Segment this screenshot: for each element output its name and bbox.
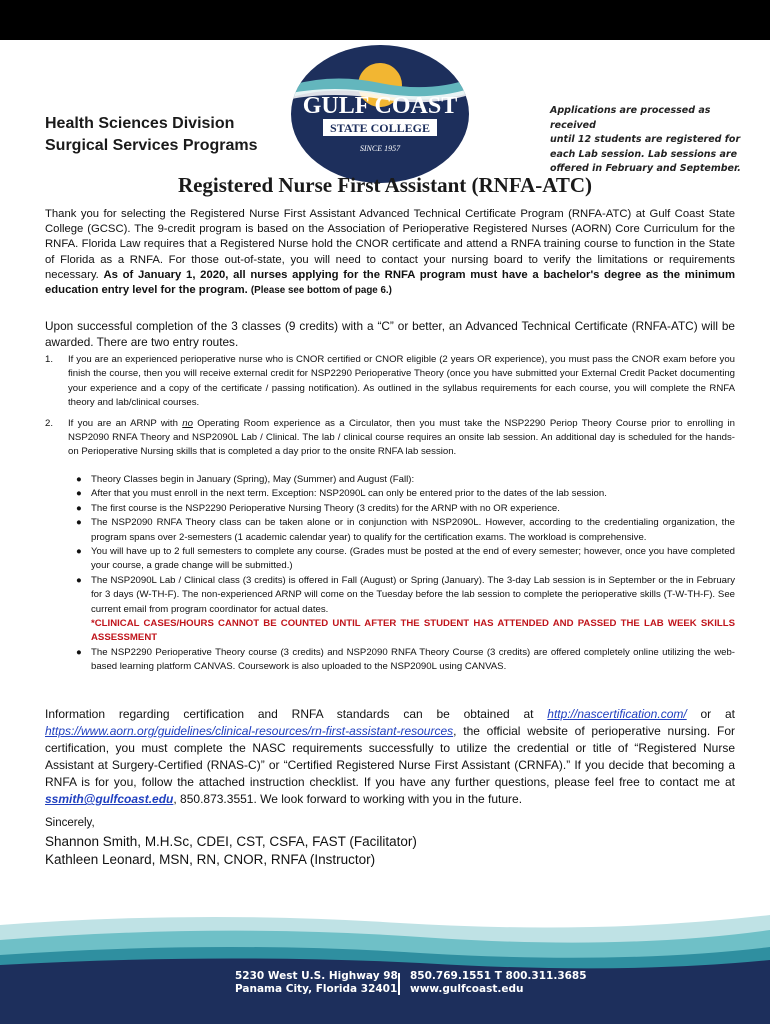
list-item-text: If you are an experienced perioperative nurse who is CNOR certified or CNOR eligible (2 years OR experience), you must pass the CNOR exam before you finish the course, then you will receive external credit for NSP2290 Perioperative Theory (once you have submitted your External Credit Packet documenting your experience and a copy of the certificate / passing notification). As outlined in the syllabus requirements for each course, you will complete the RNFA theory and lab/clinical courses. [68,354,735,409]
signer-name: Shannon Smith, M.H.Sc, CDEI, CST, CSFA, FAST (Facilitator) [45,834,417,849]
list-item-text: After that you must enroll in the next term. Exception: NSP2090L can only be entered prior to the dates of the lab session. [91,488,607,500]
list-item [45,646,735,675]
intro-note: (Please see bottom of page 6.) [250,285,392,297]
intro-paragraph [45,207,735,298]
info-text: , 850.873.3551. We look forward to working with you in the future. [173,792,523,806]
list-number: 1. [45,354,54,365]
info-text: , the official website of perioperative nursing. For certification, you must complete the NASC requirements successfully to utilize the credential or title of “Registered Nurse Assistant at Surgery-Certified (RNAS-C)” or “Certified Registered Nurse First Assistant (CRNFA).” If you decide that becoming a RNFA is for you, follow the attached instruction checklist. If you have any further questions, please feel free to contact me at [45,724,735,789]
bullet-icon: ● [76,474,82,485]
notice-line: offered in February and September. [550,163,741,174]
list-item-text: The NSP2290 Perioperative Theory course (3 credits) and NSP2090 RNFA Theory Course (3 credits) are offered completely online utilizing the web-based learning platform CANVAS. Coursework is also uploaded to the NSP2090L using CANVAS. [91,646,735,673]
footer-contact [410,970,587,996]
info-text: Information regarding certification and RNFA standards can be obtained at [45,707,548,721]
intro-text: Thank you for selecting the Registered Nurse First Assistant Advanced Technical Certificate Program (RNFA-ATC) at Gulf Coast State College (GCSC). The 9-credit program is based on the Association of Perioperative Registered Nurses (AORN) Core Curriculum for the RNFA. Florida Law requires that a Registered Nurse hold the CNOR certificate and attend a RNFA training course to function in the State of Florida as a RNFA. For those out-of-state, you will need to contact your nursing board to verify the limitations or requirements necessary. [45,208,735,281]
bullet-icon: ● [76,574,82,586]
logo-name: GULF COAST [302,93,458,119]
bullet-icon: ● [76,546,82,558]
list-item [45,502,735,516]
logo-subtitle: STATE COLLEGE [330,121,430,135]
list-item-text: The NSP2090 RNFA Theory class can be taken alone or in conjunction with NSP2090L. However, according to the credentialing organization, the program spans over 2-semesters (1 academic calendar year) to qualify for the certification exams. The workload is comprehensive. [91,517,735,543]
notice-line: Applications are processed as received [550,105,711,131]
list-item-text: Theory Classes begin in January (Spring), May (Summer) and August (Fall): [91,474,415,485]
bullet-icon: ● [76,488,82,500]
program-details-list [45,473,735,675]
footer-divider [398,973,400,995]
entry-routes-list [45,353,735,460]
program-name: Surgical Services Programs [45,137,258,154]
address-line: Panama City, Florida 32401 [235,983,398,995]
clinical-warning: *CLINICAL CASES/HOURS CANNOT BE COUNTED UNTIL AFTER THE STUDENT HAS ATTENDED AND PASSED THE LAB WEEK SKILLS ASSESSMENT [91,618,735,644]
certification-paragraph [45,706,735,808]
aorn-link[interactable]: https://www.aorn.org/guidelines/clinical-resources/rn-first-assistant-resources [45,724,454,738]
notice-line: each Lab session. Lab sessions are [550,148,738,160]
bullet-icon: ● [76,502,82,514]
list-number: 2. [45,417,54,429]
top-black-bar [0,0,770,40]
bullet-icon: ● [76,517,82,529]
list-item-text: If you are an ARNP with [68,417,183,429]
completion-paragraph: Upon successful completion of the 3 classes (9 credits) with a “C” or better, an Advanced Technical Certificate (RNFA-ATC) will be awarded. There are two entry routes. [45,319,735,349]
signatures [45,833,417,868]
notice-line: until 12 students are registered for [550,134,741,145]
list-item [45,574,735,646]
website-link[interactable]: www.gulfcoast.edu [410,983,524,995]
phone-numbers: 850.769.1551 T 800.311.3685 [410,970,587,982]
footer-wave-graphic [0,905,770,1024]
list-item [45,353,735,411]
closing: Sincerely, [45,817,95,829]
list-item-text: The first course is the NSP2290 Perioperative Nursing Theory (3 credits) for the ARNP with no OR experience. [91,502,560,514]
email-link[interactable]: ssmith@gulfcoast.edu [45,792,174,806]
list-item [45,487,735,501]
signer-name: Kathleen Leonard, MSN, RN, CNOR, RNFA (Instructor) [45,851,376,867]
nasc-link[interactable]: http://nascertification.com/ [547,707,687,721]
list-item-text: Operating Room experience as a Circulator, then you must take the NSP2290 Periop Theory Course prior to enrolling in NSP2090 RNFA Theory and NSP2090L Lab / Clinical. The lab / clinical course requires an onsite lab session. An additional day is scheduled for the hands-on Perioperative Nursing skills that is completed a day prior to the onsite RNFA lab session. [68,417,735,458]
list-item [45,545,735,574]
logo-since: SINCE 1957 [359,144,401,153]
address-line: 5230 West U.S. Highway 98 [235,970,398,982]
list-item-text: The NSP2090L Lab / Clinical class (3 credits) is offered in Fall (August) or Spring (January). The 3-day Lab session is in September or the in February for 3 days (W-TH-F). The non-experienced ARNP will come on the Tuesday before the lab session to complete the perioperative skills (T-W-TH-F). See current email from program coordinator for actual dates. [91,574,735,615]
list-item-text: You will have up to 2 full semesters to complete any course. (Grades must be posted at the end of every semester; however, once you have completed your course, a grade change will be submitted.) [91,546,735,572]
emphasis-text: no [182,417,193,429]
info-text: or at [686,707,735,721]
list-item [45,473,735,487]
intro-requirement: As of January 1, 2020, all nurses applying for the RNFA program must have a bachelor's degree as the minimum education entry level for the program. [45,268,735,297]
division-heading [45,113,258,157]
application-notice [550,104,750,177]
page-title: Registered Nurse First Assistant (RNFA-ATC) [177,173,593,197]
footer-address [235,970,398,996]
division-name: Health Sciences Division [45,115,235,132]
bullet-icon: ● [76,646,82,658]
list-item [45,516,735,545]
list-item [45,417,735,460]
gulf-coast-logo [289,43,471,185]
